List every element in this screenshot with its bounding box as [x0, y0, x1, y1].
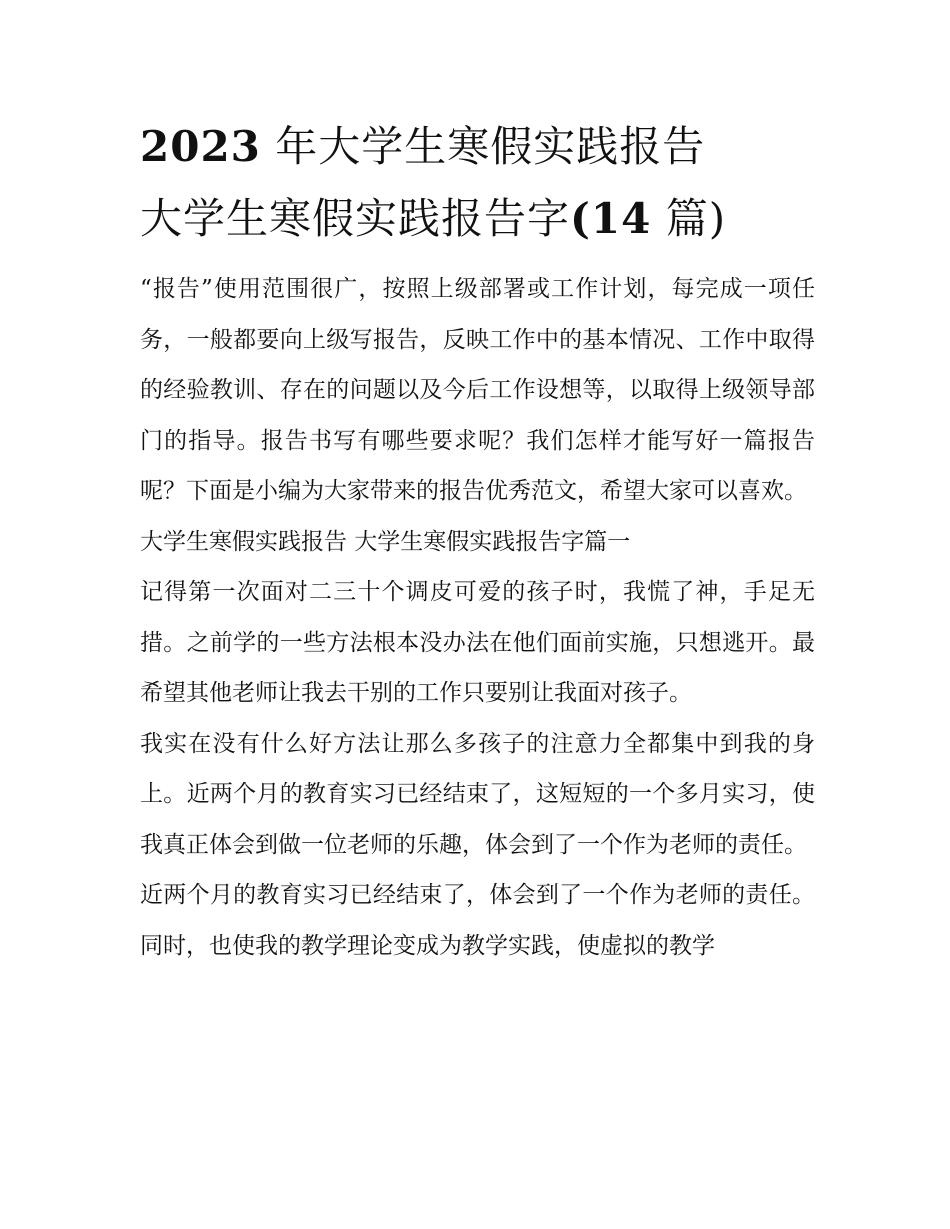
document-page	[140, 118, 815, 971]
section-heading: 大学生寒假实践报告 大学生寒假实践报告字篇一	[140, 528, 631, 555]
body-paragraph-1: 记得第一次面对二三十个调皮可爱的孩子时，我慌了神，手足无措。之前学的一些方法根本没办法在他们面前实施，只想逃开。最希望其他老师让我去干别的工作只要别让我面对孩子。	[140, 579, 815, 706]
document-body	[140, 264, 815, 971]
body-paragraph-2: 我实在没有什么好方法让那么多孩子的注意力全都集中到我的身上。近两个月的教育实习已经结束了，这短短的一个多月实习，使我真正体会到做一位老师的乐趣，体会到了一个作为老师的责任。	[140, 730, 815, 858]
title-year: 2023	[140, 122, 261, 171]
body-paragraph-3: 近两个月的教育实习已经结束了，体会到了一个作为老师的责任。同时，也使我的教学理论变成为教学实践，使虚拟的教学	[140, 882, 815, 959]
title-line-2	[140, 190, 815, 248]
title-count: (14	[570, 194, 652, 243]
title-line-1-text: 年大学生寒假实践报告	[275, 122, 706, 171]
title-line-1	[140, 118, 815, 176]
intro-paragraph: “报告”使用范围很广，按照上级部署或工作计划，每完成一项任务，一般都要向上级写报告，反映工作中的基本情况、工作中取得的经验教训、存在的问题以及今后工作设想等，以取得上级领导部门的指导。报告书写有哪些要求呢？我们怎样才能写好一篇报告呢？下面是小编为大家带来的报告优秀范文，希望大家可以喜欢。	[140, 276, 815, 504]
title-line-2-end: 篇)	[665, 194, 727, 243]
document-title	[140, 118, 815, 248]
title-line-2-text: 大学生寒假实践报告字	[140, 194, 571, 243]
